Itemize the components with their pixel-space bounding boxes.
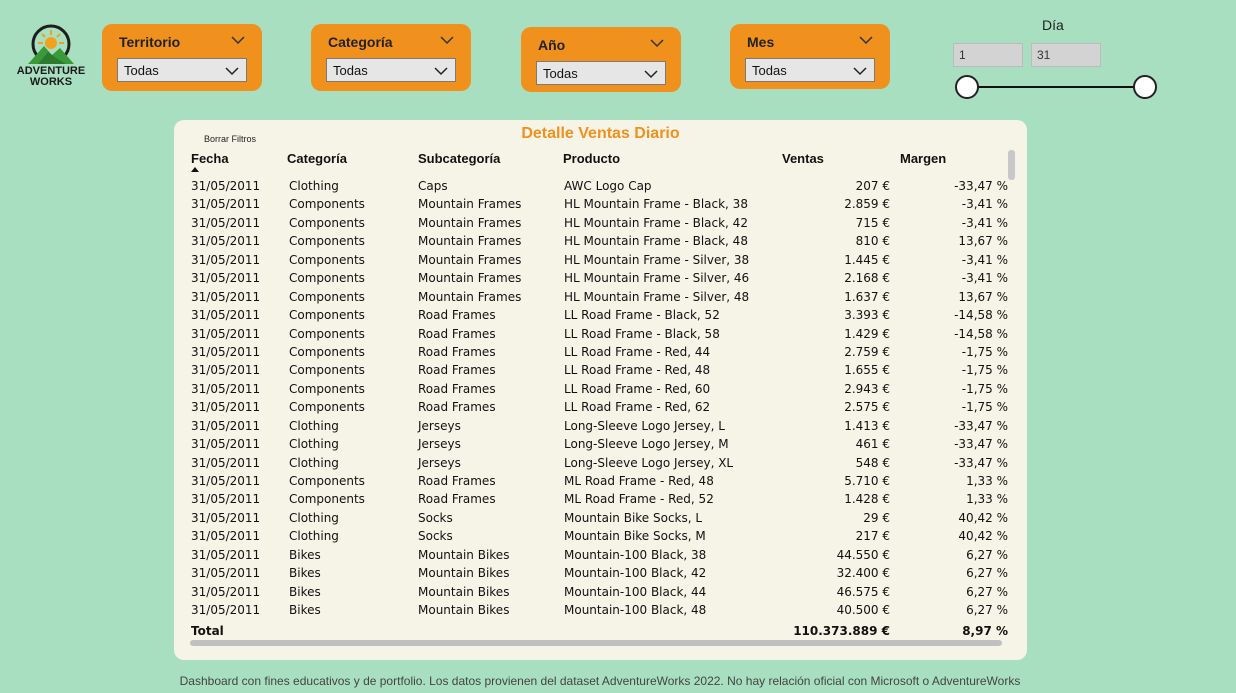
dropdown-value: Todas — [752, 63, 787, 78]
chevron-down-icon[interactable] — [230, 34, 246, 46]
cell-producto: ML Road Frame - Red, 52 — [564, 492, 714, 507]
column-header-subcategoria[interactable]: Subcategoría — [418, 151, 501, 166]
cell-fecha: 31/05/2011 — [191, 179, 261, 193]
mes-dropdown[interactable] — [745, 58, 875, 82]
cell-margen: 1,33 % — [966, 474, 1008, 488]
cell-fecha: 31/05/2011 — [191, 326, 261, 341]
territorio-dropdown[interactable] — [117, 58, 247, 82]
cell-fecha: 31/05/2011 — [191, 547, 261, 562]
cell-categoria: Components — [289, 308, 365, 323]
cell-subcategoria: Mountain Bikes — [418, 603, 510, 618]
cell-margen: 6,27 % — [966, 547, 1008, 562]
cell-ventas: 46.575 € — [836, 584, 890, 599]
column-header-fecha[interactable]: Fecha — [191, 151, 229, 166]
cell-categoria: Clothing — [289, 510, 339, 525]
cell-producto: Mountain-100 Black, 38 — [564, 547, 707, 562]
cell-producto: Mountain-100 Black, 42 — [564, 566, 707, 581]
cell-subcategoria: Mountain Bikes — [418, 566, 510, 581]
cell-categoria: Components — [289, 381, 365, 396]
cell-margen: 13,67 % — [958, 234, 1008, 249]
chevron-down-icon[interactable] — [858, 34, 874, 46]
cell-subcategoria: Mountain Frames — [418, 289, 522, 304]
cell-producto: Long-Sleeve Logo Jersey, XL — [564, 455, 734, 470]
table-row[interactable] — [174, 195, 1014, 213]
table-row[interactable] — [174, 601, 1014, 619]
cell-subcategoria: Road Frames — [418, 474, 496, 488]
table-row[interactable] — [174, 527, 1014, 545]
cell-ventas: 44.550 € — [836, 547, 890, 562]
table-row[interactable] — [174, 177, 1014, 195]
cell-fecha: 31/05/2011 — [191, 344, 261, 359]
table-title: Detalle Ventas Diario — [521, 125, 680, 142]
table-row[interactable] — [174, 288, 1014, 306]
total-margen: 8,97 % — [962, 624, 1008, 638]
anio-dropdown[interactable] — [536, 61, 666, 85]
dia-slider-max-handle[interactable] — [1133, 75, 1157, 99]
cell-margen: 6,27 % — [966, 566, 1008, 581]
cell-subcategoria: Mountain Bikes — [418, 547, 510, 562]
cell-categoria: Bikes — [289, 547, 321, 562]
slicer-mes — [730, 24, 890, 89]
table-row[interactable] — [174, 546, 1014, 564]
table-body — [174, 177, 1014, 620]
table-row[interactable] — [174, 232, 1014, 250]
horizontal-scrollbar[interactable] — [190, 640, 1002, 646]
cell-subcategoria: Mountain Frames — [418, 234, 522, 249]
cell-categoria: Components — [289, 326, 365, 341]
cell-margen: -3,41 % — [961, 252, 1008, 267]
cell-categoria: Bikes — [289, 603, 321, 618]
slicer-anio — [521, 27, 681, 92]
cell-fecha: 31/05/2011 — [191, 252, 261, 267]
cell-subcategoria: Mountain Frames — [418, 215, 522, 230]
cell-categoria: Clothing — [289, 437, 339, 452]
cell-fecha: 31/05/2011 — [191, 418, 261, 433]
cell-subcategoria: Jerseys — [418, 455, 461, 470]
cell-categoria: Components — [289, 492, 365, 507]
cell-categoria: Components — [289, 234, 365, 249]
total-label: Total — [191, 624, 224, 638]
cell-categoria: Bikes — [289, 566, 321, 581]
sort-ascending-icon — [191, 167, 199, 172]
cell-ventas: 1.428 € — [844, 492, 890, 507]
cell-margen: -33,47 % — [954, 418, 1008, 433]
chevron-down-icon[interactable] — [649, 37, 665, 49]
cell-fecha: 31/05/2011 — [191, 308, 261, 323]
cell-producto: HL Mountain Frame - Silver, 38 — [564, 252, 750, 267]
cell-subcategoria: Mountain Frames — [418, 197, 522, 212]
cell-ventas: 1.637 € — [844, 289, 890, 304]
vertical-scrollbar[interactable] — [1008, 150, 1015, 180]
table-row[interactable] — [174, 251, 1014, 269]
slicer-territorio — [102, 24, 262, 91]
dropdown-value: Todas — [333, 63, 368, 78]
table-row[interactable] — [174, 490, 1014, 508]
cell-categoria: Bikes — [289, 584, 321, 599]
cell-categoria: Clothing — [289, 529, 339, 544]
cell-fecha: 31/05/2011 — [191, 400, 261, 415]
cell-margen: 6,27 % — [966, 584, 1008, 599]
cell-categoria: Components — [289, 252, 365, 267]
table-row[interactable] — [174, 343, 1014, 361]
cell-margen: 6,27 % — [966, 603, 1008, 618]
cell-categoria: Components — [289, 289, 365, 304]
cell-fecha: 31/05/2011 — [191, 289, 261, 304]
cell-fecha: 31/05/2011 — [191, 363, 261, 378]
cell-producto: LL Road Frame - Red, 44 — [564, 344, 711, 359]
slicer-categoria — [311, 24, 471, 91]
logo-mountain-icon — [14, 22, 88, 66]
column-header-producto[interactable]: Producto — [563, 151, 621, 166]
total-ventas: 110.373.889 € — [793, 624, 890, 638]
table-row[interactable] — [174, 214, 1014, 232]
cell-categoria: Components — [289, 197, 365, 212]
cell-producto: LL Road Frame - Red, 48 — [564, 363, 711, 378]
cell-margen: -3,41 % — [961, 215, 1008, 230]
cell-categoria: Components — [289, 400, 365, 415]
cell-margen: -14,58 % — [954, 308, 1008, 323]
cell-subcategoria: Socks — [418, 529, 453, 544]
cell-producto: HL Mountain Frame - Black, 48 — [564, 234, 748, 249]
cell-ventas: 715 € — [855, 215, 890, 230]
cell-ventas: 5.710 € — [844, 474, 890, 488]
table-row[interactable] — [174, 564, 1014, 582]
chevron-down-icon — [852, 65, 868, 77]
cell-margen: -1,75 % — [961, 344, 1008, 359]
table-row[interactable] — [174, 583, 1014, 601]
cell-subcategoria: Road Frames — [418, 344, 496, 359]
cell-producto: Long-Sleeve Logo Jersey, M — [564, 437, 729, 452]
column-header-ventas[interactable]: Ventas — [782, 151, 824, 166]
cell-ventas: 29 € — [863, 510, 890, 525]
cell-categoria: Components — [289, 344, 365, 359]
cell-ventas: 217 € — [855, 529, 890, 544]
cell-margen: -3,41 % — [961, 271, 1008, 286]
cell-fecha: 31/05/2011 — [191, 566, 261, 581]
cell-subcategoria: Road Frames — [418, 400, 496, 415]
cell-ventas: 3.393 € — [844, 308, 890, 323]
cell-producto: HL Mountain Frame - Silver, 46 — [564, 271, 750, 286]
cell-ventas: 2.859 € — [844, 197, 890, 212]
table-row[interactable] — [174, 509, 1014, 527]
cell-subcategoria: Road Frames — [418, 363, 496, 378]
slicer-title: Mes — [747, 34, 775, 50]
cell-fecha: 31/05/2011 — [191, 455, 261, 470]
cell-subcategoria: Mountain Frames — [418, 252, 522, 267]
cell-producto: LL Road Frame - Red, 60 — [564, 381, 711, 396]
cell-margen: -1,75 % — [961, 363, 1008, 378]
cell-ventas: 1.655 € — [844, 363, 890, 378]
cell-margen: -33,47 % — [954, 455, 1008, 470]
cell-subcategoria: Socks — [418, 510, 453, 525]
chevron-down-icon[interactable] — [439, 34, 455, 46]
cell-ventas: 461 € — [855, 437, 890, 452]
cell-categoria: Components — [289, 474, 365, 488]
cell-producto: Mountain Bike Socks, M — [564, 529, 706, 544]
table-row[interactable] — [174, 325, 1014, 343]
cell-ventas: 1.445 € — [844, 252, 890, 267]
dropdown-value: Todas — [543, 66, 578, 81]
table-row[interactable] — [174, 269, 1014, 287]
dia-min-input[interactable]: 1 — [953, 43, 1023, 67]
adventureworks-logo — [14, 22, 88, 92]
cell-ventas: 40.500 € — [836, 603, 890, 618]
cell-margen: -1,75 % — [961, 400, 1008, 415]
cell-categoria: Components — [289, 363, 365, 378]
cell-fecha: 31/05/2011 — [191, 197, 261, 212]
cell-fecha: 31/05/2011 — [191, 529, 261, 544]
cell-margen: -33,47 % — [954, 179, 1008, 193]
cell-ventas: 207 € — [855, 179, 890, 193]
cell-producto: LL Road Frame - Black, 52 — [564, 308, 720, 323]
cell-producto: LL Road Frame - Red, 62 — [564, 400, 711, 415]
cell-ventas: 1.413 € — [844, 418, 890, 433]
table-row[interactable] — [174, 472, 1014, 490]
chevron-down-icon — [224, 65, 240, 77]
cell-margen: 40,42 % — [958, 529, 1008, 544]
cell-fecha: 31/05/2011 — [191, 437, 261, 452]
table-row[interactable] — [174, 398, 1014, 416]
cell-producto: HL Mountain Frame - Silver, 48 — [564, 289, 750, 304]
cell-ventas: 548 € — [855, 455, 890, 470]
cell-categoria: Components — [289, 271, 365, 286]
cell-subcategoria: Mountain Bikes — [418, 584, 510, 599]
cell-subcategoria: Jerseys — [418, 437, 461, 452]
cell-ventas: 32.400 € — [836, 566, 890, 581]
cell-producto: HL Mountain Frame - Black, 38 — [564, 197, 748, 212]
dropdown-value: Todas — [124, 63, 159, 78]
cell-ventas: 2.943 € — [844, 381, 890, 396]
cell-producto: Mountain-100 Black, 44 — [564, 584, 707, 599]
cell-fecha: 31/05/2011 — [191, 381, 261, 396]
cell-producto: ML Road Frame - Red, 48 — [564, 474, 714, 488]
cell-fecha: 31/05/2011 — [191, 492, 261, 507]
slicer-title: Territorio — [119, 34, 181, 50]
cell-subcategoria: Road Frames — [418, 492, 496, 507]
table-row[interactable] — [174, 306, 1014, 324]
footer-disclaimer: Dashboard con fines educativos y de portfolio. Los datos provienen del dataset AdventureWorks 2022. No hay relación oficial con Microsoft o AdventureWorks — [179, 674, 1021, 688]
cell-margen: -3,41 % — [961, 197, 1008, 212]
cell-producto: Mountain-100 Black, 48 — [564, 603, 707, 618]
cell-categoria: Clothing — [289, 418, 339, 433]
slicer-title: Categoría — [328, 34, 393, 50]
cell-margen: -14,58 % — [954, 326, 1008, 341]
cell-categoria: Components — [289, 215, 365, 230]
clear-filters-button[interactable]: Borrar Filtros — [204, 134, 257, 144]
column-header-categoria[interactable]: Categoría — [287, 151, 347, 166]
cell-categoria: Clothing — [289, 179, 339, 193]
cell-ventas: 2.168 € — [844, 271, 890, 286]
cell-producto: Long-Sleeve Logo Jersey, L — [564, 418, 725, 433]
daily-sales-table-panel — [174, 120, 1027, 660]
dia-slider-min-handle[interactable] — [955, 75, 979, 99]
cell-margen: -1,75 % — [961, 381, 1008, 396]
dia-max-input[interactable]: 31 — [1031, 43, 1101, 67]
cell-fecha: 31/05/2011 — [191, 234, 261, 249]
cell-subcategoria: Jerseys — [418, 418, 461, 433]
cell-subcategoria: Road Frames — [418, 381, 496, 396]
cell-margen: 13,67 % — [958, 289, 1008, 304]
cell-ventas: 2.759 € — [844, 344, 890, 359]
logo-line-1: ADVENTURE — [16, 65, 86, 77]
cell-subcategoria: Caps — [418, 179, 448, 193]
cell-fecha: 31/05/2011 — [191, 474, 261, 488]
cell-producto: Mountain Bike Socks, L — [564, 510, 703, 525]
cell-margen: -33,47 % — [954, 437, 1008, 452]
cell-ventas: 1.429 € — [844, 326, 890, 341]
cell-ventas: 2.575 € — [844, 400, 890, 415]
cell-fecha: 31/05/2011 — [191, 584, 261, 599]
logo-line-2: WORKS — [29, 76, 73, 88]
table-row[interactable] — [174, 361, 1014, 379]
table-total-row — [174, 623, 1014, 641]
column-header-margen[interactable]: Margen — [900, 151, 947, 166]
cell-margen: 40,42 % — [958, 510, 1008, 525]
dia-slicer-title: Día — [1042, 17, 1064, 33]
cell-fecha: 31/05/2011 — [191, 215, 261, 230]
cell-categoria: Clothing — [289, 455, 339, 470]
table-row[interactable] — [174, 417, 1014, 435]
categoria-dropdown[interactable] — [326, 58, 456, 82]
slicer-title: Año — [538, 37, 566, 53]
cell-ventas: 810 € — [855, 234, 890, 249]
cell-producto: HL Mountain Frame - Black, 42 — [564, 215, 748, 230]
table-row[interactable] — [174, 435, 1014, 453]
cell-fecha: 31/05/2011 — [191, 510, 261, 525]
cell-fecha: 31/05/2011 — [191, 603, 261, 618]
cell-producto: AWC Logo Cap — [564, 179, 652, 193]
chevron-down-icon — [433, 65, 449, 77]
cell-subcategoria: Road Frames — [418, 326, 496, 341]
cell-producto: LL Road Frame - Black, 58 — [564, 326, 720, 341]
table-row[interactable] — [174, 454, 1014, 472]
table-row[interactable] — [174, 380, 1014, 398]
cell-fecha: 31/05/2011 — [191, 271, 261, 286]
cell-subcategoria: Road Frames — [418, 308, 496, 323]
cell-subcategoria: Mountain Frames — [418, 271, 522, 286]
chevron-down-icon — [643, 68, 659, 80]
cell-margen: 1,33 % — [966, 492, 1008, 507]
dia-slider-track[interactable] — [966, 86, 1146, 88]
